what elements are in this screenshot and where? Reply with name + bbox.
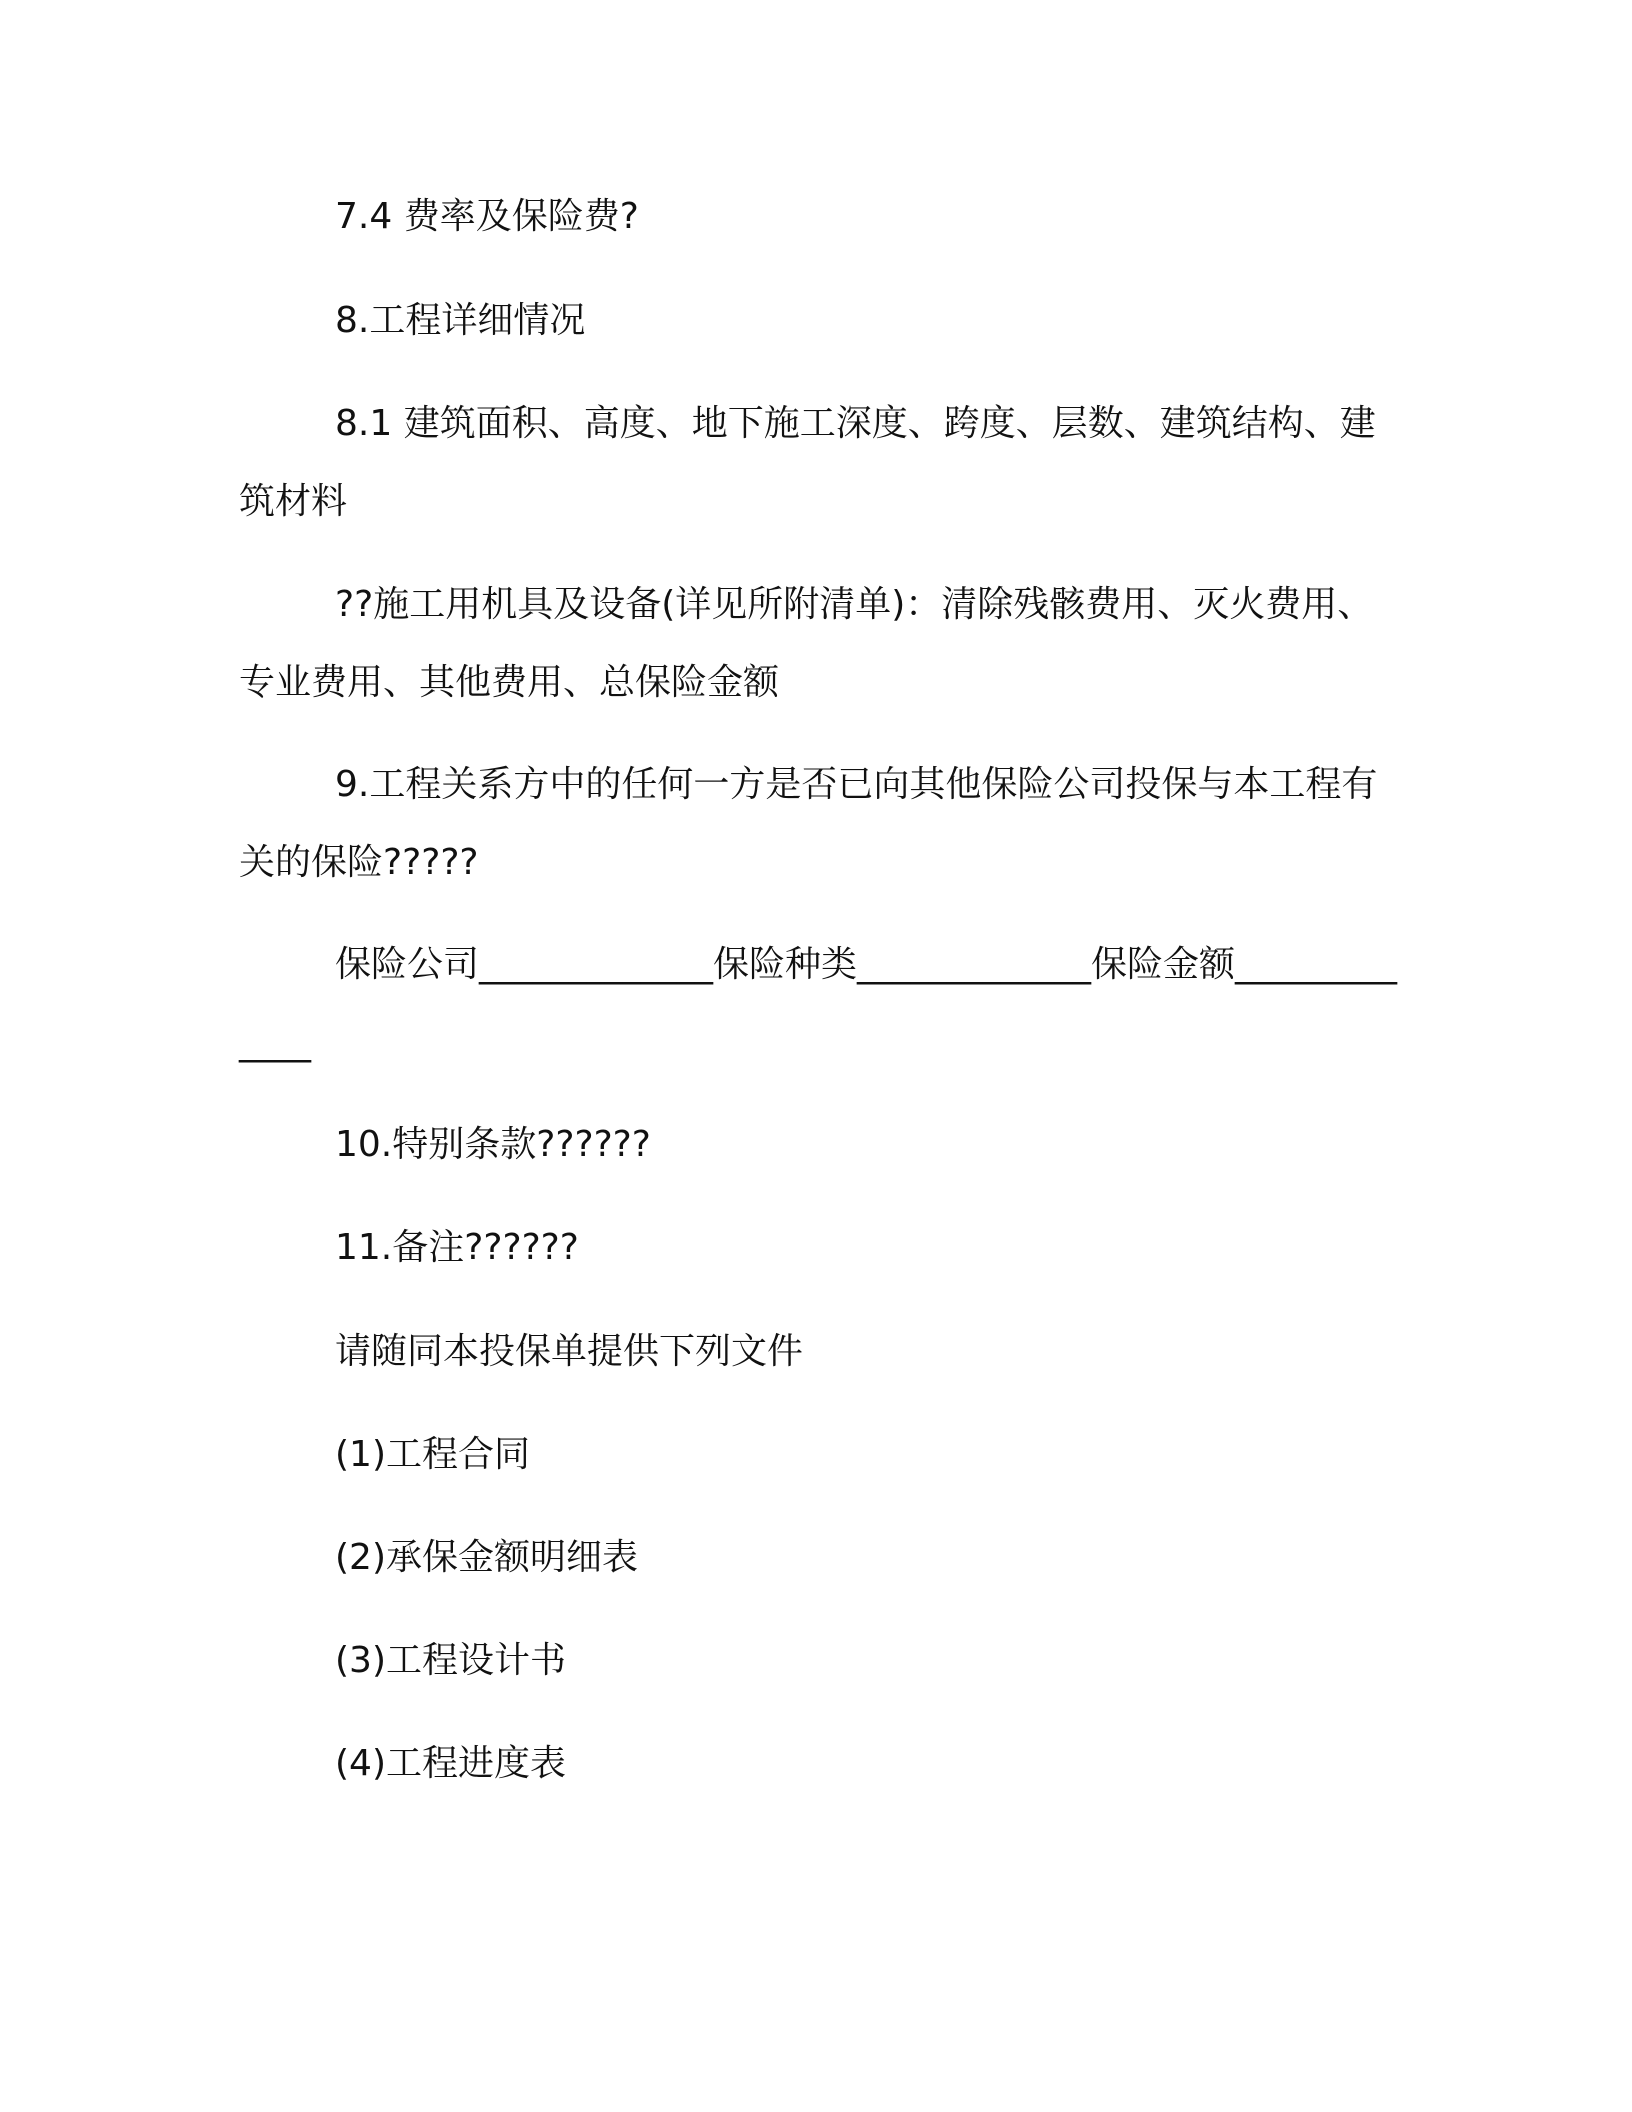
paragraph-required-documents-heading: 请随同本投保单提供下列文件	[335, 1331, 804, 1372]
paragraph-insurance-company-fields: 保险公司_____________保险种类_____________保险金额_____________	[239, 944, 1398, 1063]
paragraph-7-4-rate-premium: 7.4 费率及保险费?	[335, 196, 639, 237]
list-item-project-schedule: (4)工程进度表	[335, 1743, 566, 1784]
paragraph-8-project-details: 8.工程详细情况	[335, 300, 586, 341]
paragraph-10-special-terms: 10.特别条款??????	[335, 1124, 651, 1165]
paragraph-construction-equipment: ??施工用机具及设备(详见所附清单)：清除残骸费用、灭火费用、专业费用、其他费用、总保险金额	[239, 584, 1374, 703]
list-item-project-contract: (1)工程合同	[335, 1434, 530, 1475]
list-item-project-design: (3)工程设计书	[335, 1640, 566, 1681]
list-item-coverage-amount-schedule: (2)承保金额明细表	[335, 1537, 638, 1578]
paragraph-8-1-building-specs: 8.1 建筑面积、高度、地下施工深度、跨度、层数、建筑结构、建筑材料	[239, 403, 1376, 522]
paragraph-11-remarks: 11.备注??????	[335, 1227, 579, 1268]
paragraph-9-other-insurance: 9.工程关系方中的任何一方是否已向其他保险公司投保与本工程有关的保险?????	[239, 764, 1378, 883]
